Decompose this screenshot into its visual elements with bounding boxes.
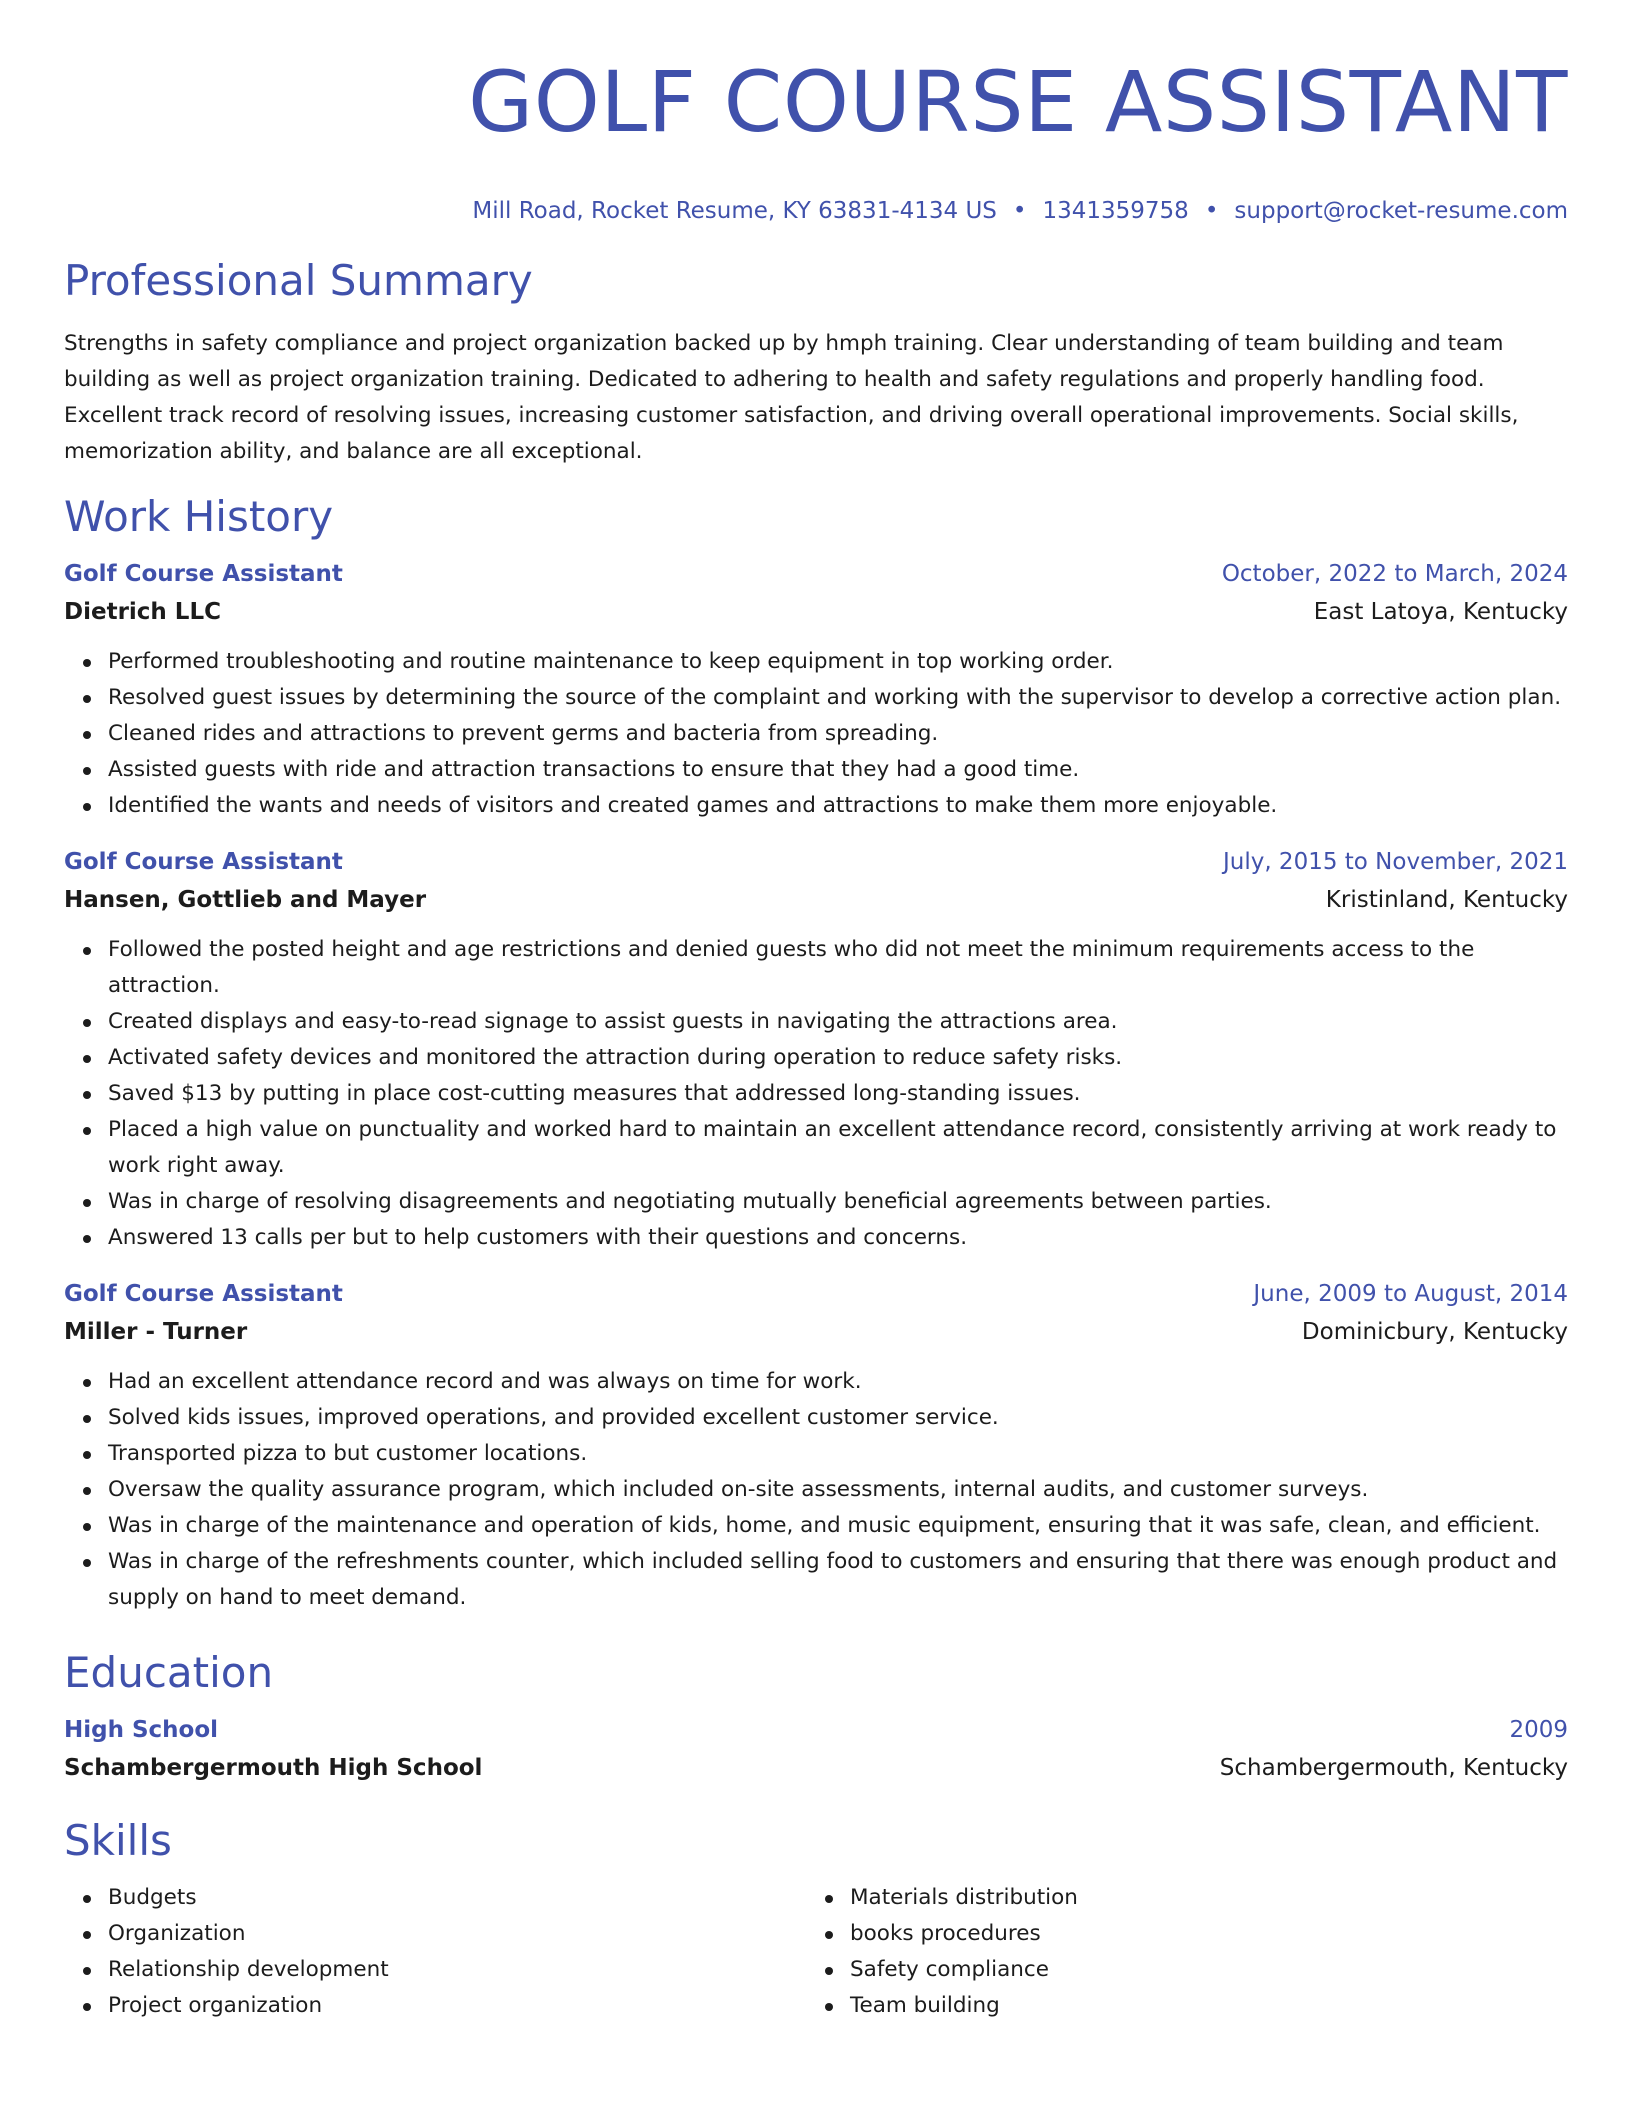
skills-list xyxy=(806,1880,1548,2024)
resume-name: GOLF COURSE ASSISTANT xyxy=(468,53,1568,151)
job-company: Miller - Turner xyxy=(64,1319,248,1345)
skill-item: Relationship development xyxy=(108,1952,806,1988)
job-company-row xyxy=(64,880,1568,920)
job-dates: June, 2009 to August, 2014 xyxy=(1253,1281,1568,1307)
contact-phone: 1341359758 xyxy=(1042,198,1189,224)
job-dates: October, 2022 to March, 2024 xyxy=(1221,561,1568,587)
job-location: Dominicbury, Kentucky xyxy=(1301,1319,1568,1345)
job-header-row xyxy=(64,844,1568,880)
job-company-row xyxy=(64,1312,1568,1352)
skill-item: Team building xyxy=(850,1988,1548,2024)
job-company: Hansen, Gottlieb and Mayer xyxy=(64,887,427,913)
work-history-heading: Work History xyxy=(64,492,334,541)
education-degree: High School xyxy=(64,1717,219,1743)
list-item: Was in charge of the refreshments counter, which included selling food to customers and ensuring that there was enough product and supply on hand to meet demand. xyxy=(108,1544,1568,1616)
list-item: Resolved guest issues by determining the source of the complaint and working with the supervisor to develop a corrective action plan. xyxy=(108,680,1568,716)
job-entry xyxy=(64,1276,1568,1616)
list-item: Created displays and easy-to-read signage to assist guests in navigating the attractions area. xyxy=(108,1004,1568,1040)
education-heading: Education xyxy=(64,1648,274,1697)
skills-column-right xyxy=(806,1874,1548,2024)
skill-item: books procedures xyxy=(850,1916,1548,1952)
job-bullets xyxy=(64,932,1568,1256)
job-title: Golf Course Assistant xyxy=(64,849,343,875)
job-location: Kristinland, Kentucky xyxy=(1325,887,1568,913)
job-header-row xyxy=(64,556,1568,592)
job-company-row xyxy=(64,592,1568,632)
education-school: Schambergermouth High School xyxy=(64,1755,483,1781)
contact-address: Mill Road, Rocket Resume, KY 63831-4134 US xyxy=(472,198,997,224)
job-header-row xyxy=(64,1276,1568,1312)
education-year: 2009 xyxy=(1509,1717,1568,1743)
job-entry xyxy=(64,844,1568,1256)
skill-item: Materials distribution xyxy=(850,1880,1548,1916)
education-location: Schambergermouth, Kentucky xyxy=(1219,1755,1568,1781)
education-entry xyxy=(64,1712,1568,1788)
list-item: Activated safety devices and monitored the attraction during operation to reduce safety risks. xyxy=(108,1040,1568,1076)
list-item: Oversaw the quality assurance program, which included on-site assessments, internal audits, and customer surveys. xyxy=(108,1472,1568,1508)
job-dates: July, 2015 to November, 2021 xyxy=(1222,849,1568,875)
list-item: Identified the wants and needs of visitors and created games and attractions to make them more enjoyable. xyxy=(108,788,1568,824)
skills-grid xyxy=(64,1874,1568,2024)
job-title: Golf Course Assistant xyxy=(64,561,343,587)
list-item: Was in charge of the maintenance and operation of kids, home, and music equipment, ensuring that it was safe, clean, and efficient. xyxy=(108,1508,1568,1544)
job-company: Dietrich LLC xyxy=(64,599,222,625)
list-item: Cleaned rides and attractions to prevent germs and bacteria from spreading. xyxy=(108,716,1568,752)
list-item: Transported pizza to but customer locations. xyxy=(108,1436,1568,1472)
summary-text: Strengths in safety compliance and project organization backed up by hmph training. Clear understanding of team building and team building as well as project organization training. Dedicated to adhering to health and safety regulations and properly handling food. Excellent track record of resolving issues, increasing customer satisfaction, and driving overall operational improvements. Social skills, memorization ability, and balance are all exceptional. xyxy=(64,331,1519,464)
list-item: Placed a high value on punctuality and worked hard to maintain an excellent attendance record, consistently arriving at work ready to work right away. xyxy=(108,1112,1568,1184)
list-item: Followed the posted height and age restrictions and denied guests who did not meet the minimum requirements access to the attraction. xyxy=(108,932,1568,1004)
job-location: East Latoya, Kentucky xyxy=(1313,599,1568,625)
contact-line xyxy=(64,196,1568,226)
skill-item: Project organization xyxy=(108,1988,806,2024)
resume-page xyxy=(64,0,1568,2024)
summary-heading: Professional Summary xyxy=(64,256,533,305)
job-title: Golf Course Assistant xyxy=(64,1281,343,1307)
list-item: Performed troubleshooting and routine maintenance to keep equipment in top working order. xyxy=(108,644,1568,680)
list-item: Answered 13 calls per but to help customers with their questions and concerns. xyxy=(108,1220,1568,1256)
skill-item: Organization xyxy=(108,1916,806,1952)
list-item: Assisted guests with ride and attraction transactions to ensure that they had a good time. xyxy=(108,752,1568,788)
job-entry xyxy=(64,556,1568,824)
list-item: Had an excellent attendance record and was always on time for work. xyxy=(108,1364,1568,1400)
skills-heading: Skills xyxy=(64,1816,172,1865)
skills-column-left xyxy=(64,1874,806,2024)
skill-item: Budgets xyxy=(108,1880,806,1916)
list-item: Solved kids issues, improved operations, and provided excellent customer service. xyxy=(108,1400,1568,1436)
skill-item: Safety compliance xyxy=(850,1952,1548,1988)
job-bullets xyxy=(64,1364,1568,1616)
contact-separator: • xyxy=(1012,198,1027,224)
contact-email[interactable]: support@rocket-resume.com xyxy=(1234,198,1568,224)
skills-list xyxy=(64,1880,806,2024)
contact-separator: • xyxy=(1204,198,1219,224)
list-item: Saved $13 by putting in place cost-cutting measures that addressed long-standing issues. xyxy=(108,1076,1568,1112)
job-bullets xyxy=(64,644,1568,824)
education-header-row xyxy=(64,1712,1568,1748)
list-item: Was in charge of resolving disagreements and negotiating mutually beneficial agreements between parties. xyxy=(108,1184,1568,1220)
education-school-row xyxy=(64,1748,1568,1788)
